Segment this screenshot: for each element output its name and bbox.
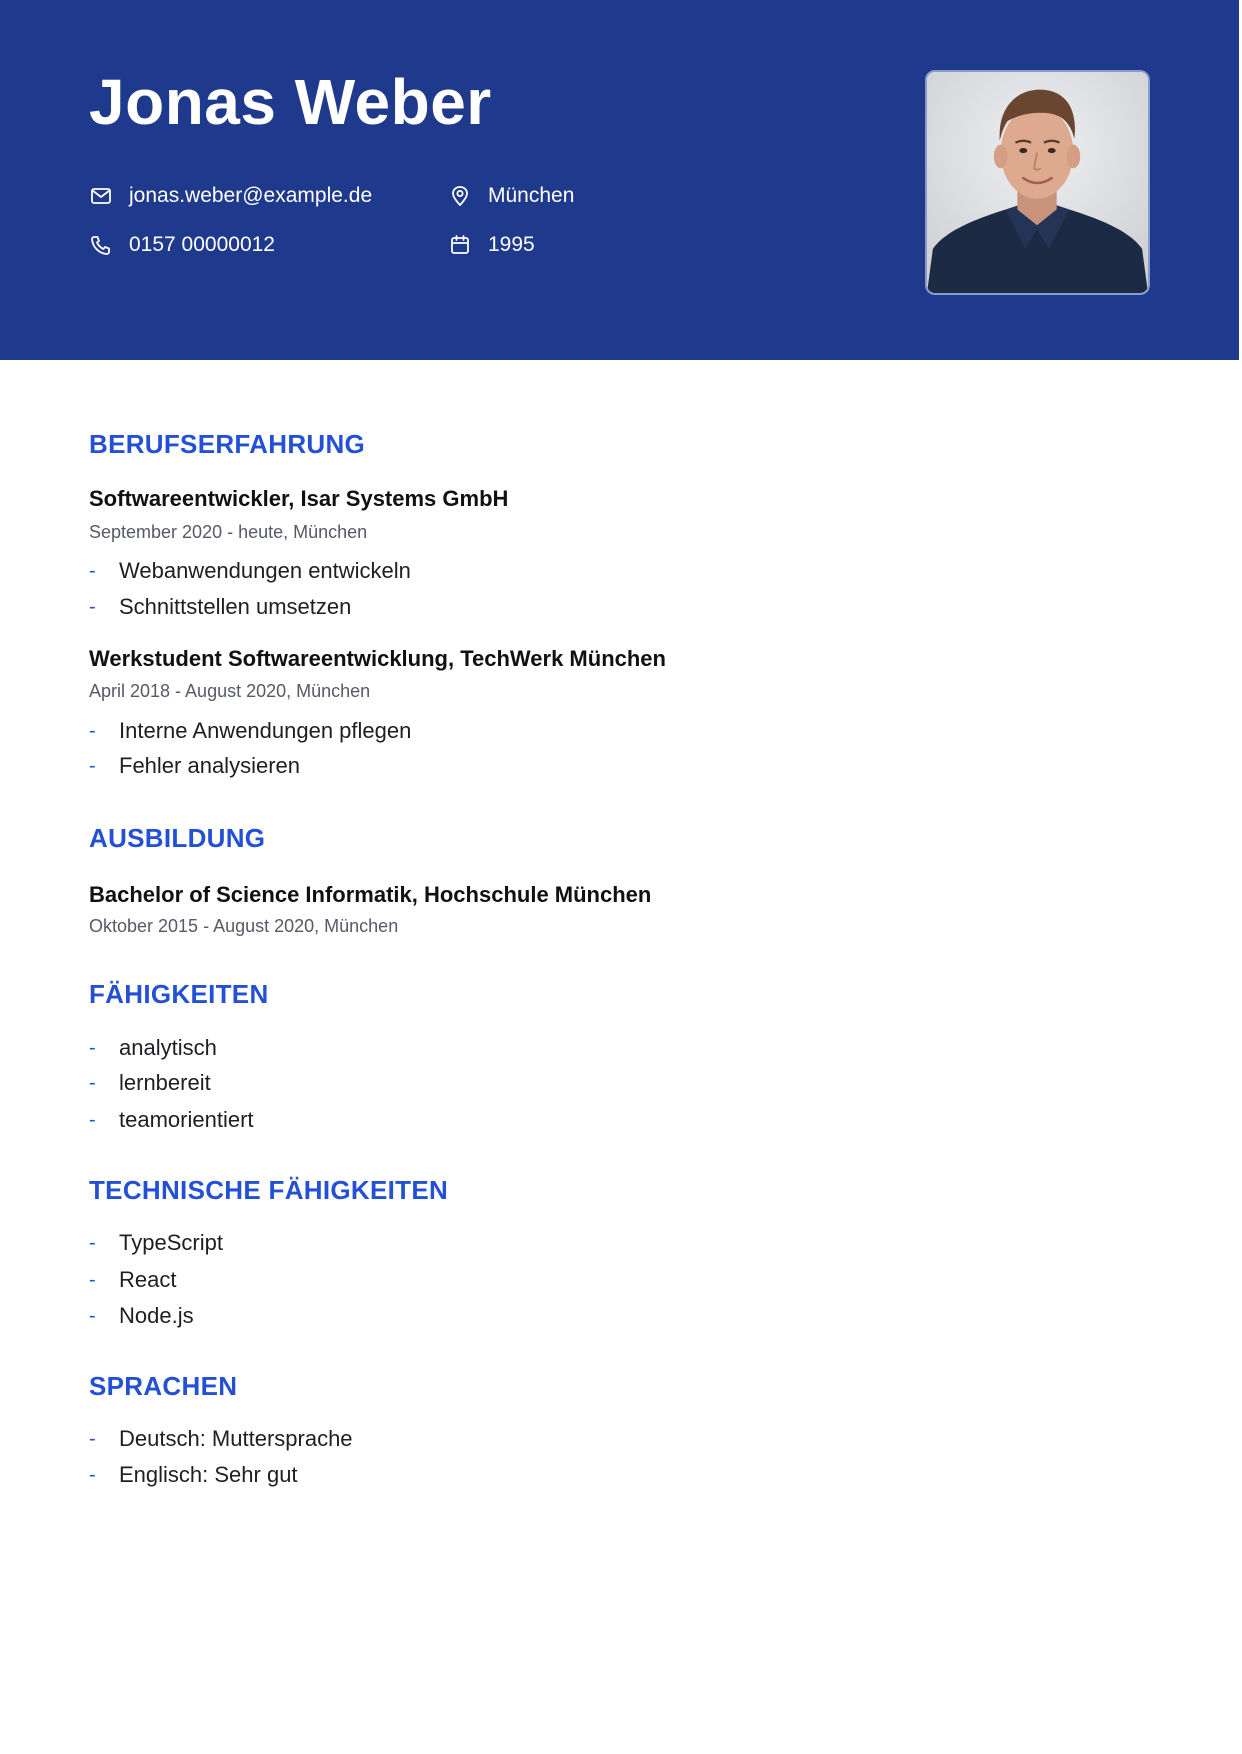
phone-icon	[89, 233, 113, 257]
birth-year-text: 1995	[488, 233, 535, 256]
contact-email	[89, 182, 372, 210]
bullet-dash: -	[89, 1072, 96, 1094]
list-item: - Interne Anwendungen pflegen	[89, 716, 411, 746]
bullet-dash: -	[89, 1232, 96, 1254]
contact-city	[448, 182, 574, 210]
bullet-dash: -	[89, 1428, 96, 1450]
list-item: - Webanwendungen entwickeln	[89, 556, 411, 586]
bullet-dash: -	[89, 720, 96, 742]
profile-photo	[925, 70, 1150, 295]
bullet-dash: -	[89, 1109, 96, 1131]
section-title-tech-skills: TECHNISCHE FÄHIGKEITEN	[89, 1175, 449, 1205]
list-item: - analytisch	[89, 1033, 217, 1063]
mail-icon	[89, 184, 113, 208]
education-meta: Oktober 2015 - August 2020, München	[89, 916, 399, 936]
calendar-icon	[448, 233, 472, 257]
section-title-experience: BERUFSERFAHRUNG	[89, 429, 366, 459]
list-item: - teamorientiert	[89, 1105, 254, 1135]
education-title: Bachelor of Science Informatik, Hochschule München	[89, 882, 652, 907]
list-item: - Schnittstellen umsetzen	[89, 592, 351, 622]
bullet-dash: -	[89, 1305, 96, 1327]
list-item: - TypeScript	[89, 1228, 223, 1258]
list-item: - lernbereit	[89, 1068, 211, 1098]
bullet-dash: -	[89, 1464, 96, 1486]
job-title: Werkstudent Softwareentwicklung, TechWerk München	[89, 646, 666, 671]
list-item: - Node.js	[89, 1301, 194, 1331]
person-name: Jonas Weber	[89, 66, 492, 138]
bullet-dash: -	[89, 755, 96, 777]
section-title-languages: SPRACHEN	[89, 1371, 238, 1401]
job-meta: September 2020 - heute, München	[89, 522, 368, 542]
job-title: Softwareentwickler, Isar Systems GmbH	[89, 486, 509, 511]
section-title-skills: FÄHIGKEITEN	[89, 979, 269, 1009]
city-text: München	[488, 184, 575, 207]
bullet-dash: -	[89, 596, 96, 618]
phone-text: 0157 00000012	[129, 233, 275, 256]
section-title-education: AUSBILDUNG	[89, 823, 266, 853]
list-item: - Deutsch: Muttersprache	[89, 1424, 353, 1454]
bullet-dash: -	[89, 560, 96, 582]
list-item: - React	[89, 1265, 176, 1295]
job-meta: April 2018 - August 2020, München	[89, 681, 371, 701]
location-pin-icon	[448, 184, 472, 208]
bullet-dash: -	[89, 1269, 96, 1291]
email-text: jonas.weber@example.de	[129, 184, 373, 207]
list-item: - Fehler analysieren	[89, 751, 300, 781]
contact-phone	[89, 231, 275, 259]
bullet-dash: -	[89, 1037, 96, 1059]
list-item: - Englisch: Sehr gut	[89, 1460, 298, 1490]
contact-birth-year	[448, 231, 535, 259]
header-banner	[0, 0, 1239, 360]
